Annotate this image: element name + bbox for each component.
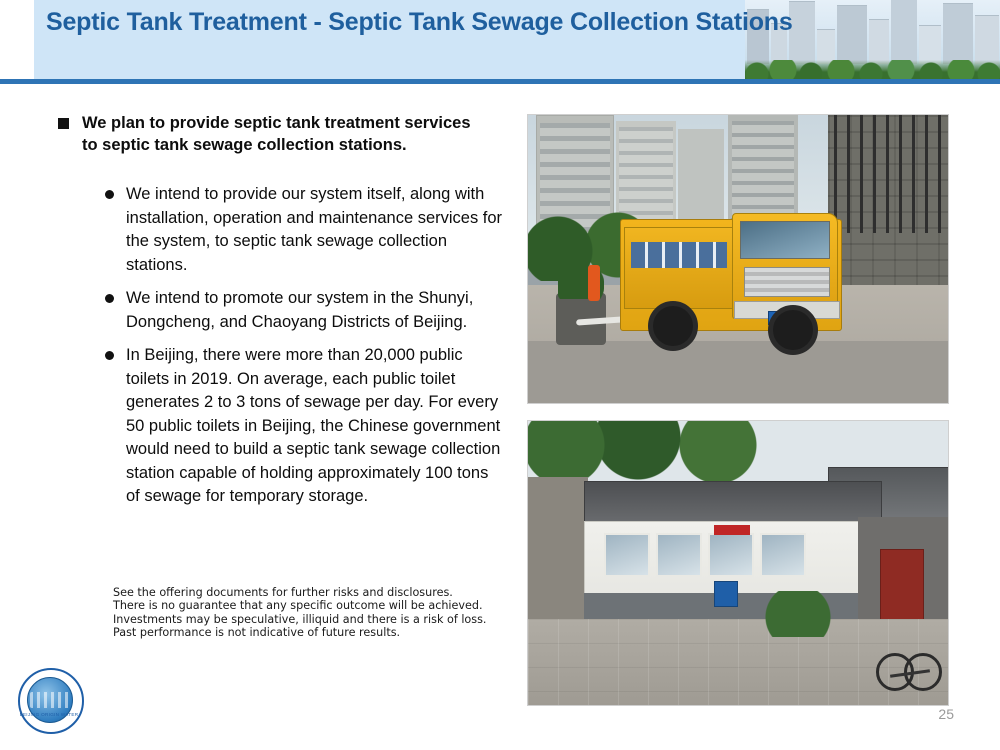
photo-sewage-truck	[527, 114, 949, 404]
photo-window	[760, 533, 806, 577]
square-bullet-icon	[58, 118, 69, 129]
sub-bullet-text: We intend to provide our system itself, along with installation, operation and maintenance services for the system, to septic tank sewage collection stations.	[126, 185, 503, 274]
disclaimer-text: See the offering documents for further risks and disclosures. There is no guarantee that any specific outcome will be achieved. Investments may be speculative, illiquid and there is a risk of loss. Past performance is not indicative of future results.	[113, 586, 487, 640]
photo-blue-sign	[714, 581, 738, 607]
skyline-building	[943, 3, 973, 64]
photo-roof	[584, 481, 882, 525]
header-left-accent	[0, 0, 34, 84]
photo-truck-tank	[624, 227, 734, 309]
photo-window	[604, 533, 650, 577]
company-logo	[18, 668, 80, 730]
skyline-building	[919, 25, 941, 64]
header-divider	[0, 79, 1000, 84]
photo-fence	[834, 115, 942, 233]
list-item	[105, 183, 505, 277]
skyline-building	[891, 0, 917, 64]
list-item	[105, 344, 505, 509]
photo-bicycle	[876, 641, 942, 691]
sub-bullet-text: We intend to promote our system in the Shunyi, Dongcheng, and Chaoyang Districts of Beijing.	[126, 289, 474, 331]
dot-bullet-icon	[105, 190, 114, 199]
photo-red-sign	[714, 525, 750, 535]
photo-bush	[764, 591, 834, 637]
photo-truck-wheel	[648, 301, 698, 351]
photo-public-toilet	[527, 420, 949, 706]
dot-bullet-icon	[105, 294, 114, 303]
logo-caption: BEIJING ORIGIN WATER	[19, 712, 79, 717]
dot-bullet-icon	[105, 351, 114, 360]
page-number: 25	[938, 706, 954, 722]
skyline-building	[869, 19, 889, 64]
photo-worker	[588, 265, 600, 301]
main-bullet-text: We plan to provide septic tank treatment services to septic tank sewage collection stations.	[82, 114, 471, 154]
list-item	[105, 287, 505, 334]
slide-content	[0, 86, 1000, 750]
photo-truck-windshield	[740, 221, 830, 259]
sub-bullet-list	[105, 183, 505, 519]
main-bullet	[58, 112, 478, 156]
skyline-building	[975, 15, 999, 64]
photo-truck-wheel	[768, 305, 818, 355]
sub-bullet-text: In Beijing, there were more than 20,000 public toilets in 2019. On average, each public toilet generates 2 to 3 tons of sewage per day. For every 50 public toilets in Beijing, the Chinese government would need to build a septic tank sewage collection station capable of holding approximately 100 tons of sewage for temporary storage.	[126, 346, 501, 505]
photo-window	[708, 533, 754, 577]
photo-window	[656, 533, 702, 577]
photo-truck-grille	[744, 267, 830, 297]
photo-side-wall	[528, 477, 588, 627]
skyline-treeline	[745, 60, 1000, 80]
page-title: Septic Tank Treatment - Septic Tank Sewage Collection Stations	[46, 8, 793, 36]
slide-header	[0, 0, 1000, 84]
photo-road	[528, 341, 948, 403]
